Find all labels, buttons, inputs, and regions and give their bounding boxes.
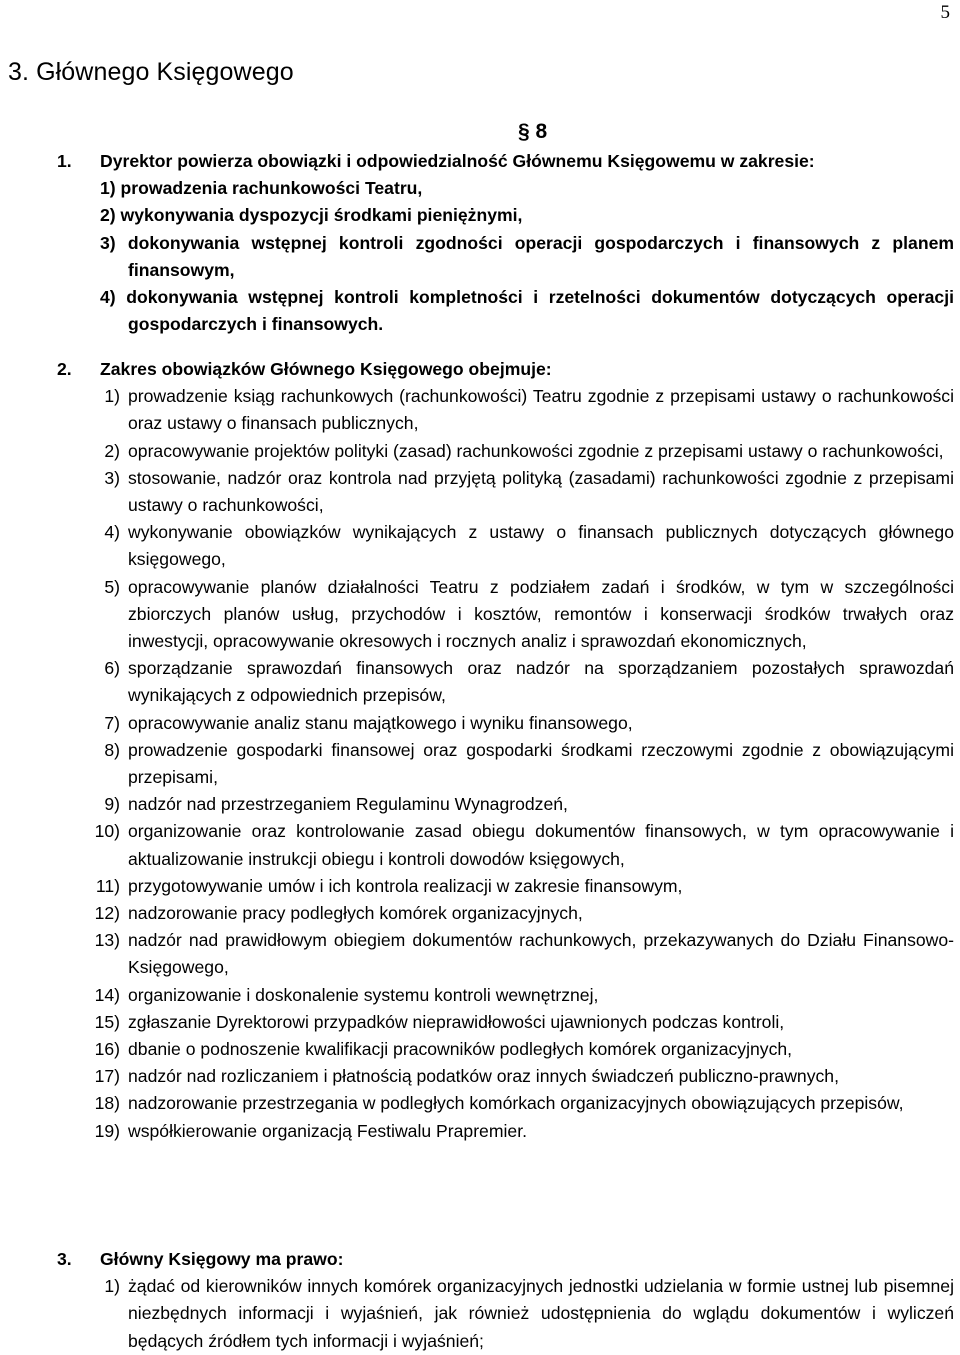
item-text: zgłaszanie Dyrektorowi przypadków nieprawidłowości ujawnionych podczas kontroli, <box>128 1011 785 1032</box>
item-number: 2) <box>100 205 121 226</box>
item-text: dbanie o podnoszenie kwalifikacji pracowników podległych komórek organizacyjnych, <box>128 1039 793 1060</box>
item-number: 15) <box>94 1011 120 1032</box>
item-text: opracowywanie planów działalności Teatru z podziałem zadań i środków, w tym w szczególności zbiorczych planów usług, przychodów i kosztów, remontów i konserwacji środków trwałych oraz inwestycji, opracowywanie okresowych i rocznych analiz i sprawozdań ekonomicznych, <box>128 576 954 652</box>
list-item <box>0 284 960 338</box>
section-1 <box>0 148 960 338</box>
item-number: 5) <box>104 576 120 597</box>
item-number: 4) <box>100 287 127 308</box>
list-item <box>0 818 960 872</box>
section-heading <box>0 356 960 383</box>
item-number: 16) <box>94 1039 120 1060</box>
list-item <box>0 230 960 284</box>
section-heading-text: Dyrektor powierza obowiązki i odpowiedzialność Głównemu Księgowemu w zakresie: <box>100 151 815 171</box>
item-text: prowadzenie gospodarki finansowej oraz gospodarki środkami rzeczowymi zgodnie z obowiązującymi przepisami, <box>128 739 954 788</box>
item-number: 3) <box>100 232 128 253</box>
list-item <box>0 791 960 818</box>
item-number: 1) <box>104 1276 120 1297</box>
item-number: 18) <box>94 1093 120 1114</box>
item-number: 10) <box>94 821 120 842</box>
item-number: 9) <box>104 794 120 815</box>
item-number: 7) <box>104 712 120 733</box>
list-item <box>0 438 960 465</box>
item-text: stosowanie, nadzór oraz kontrola nad przyjętą polityką (zasadami) rachunkowości zgodnie z przepisami ustawy o rachunkowości, <box>128 467 954 516</box>
paragraph-sign: § 8 <box>518 120 548 143</box>
item-text: nadzór nad prawidłowym obiegiem dokumentów rachunkowych, przekazywanych do Działu Finansowo-Księgowego, <box>128 930 954 978</box>
section-title: 3. Głównego Księgowego <box>8 58 294 86</box>
item-text: opracowywanie analiz stanu majątkowego i wyniku finansowego, <box>128 712 633 733</box>
item-text: żądać od kierowników innych komórek organizacyjnych jednostki udzielania w formie ustnej lub pisemnej niezbędnych informacji i wyjaśnień, jak również udostępnienia do wglądu dokumentów i wyliczeń będących źródłem tych informacji i wyjaśnień; <box>128 1276 954 1351</box>
item-text: dokonywania wstępnej kontroli zgodności operacji gospodarczych i finansowych z planem finansowym, <box>127 232 954 280</box>
list-item <box>0 465 960 519</box>
list-item <box>0 1118 960 1145</box>
item-text: przygotowywanie umów i ich kontrola realizacji w zakresie finansowym, <box>128 875 683 896</box>
item-text: nadzorowanie przestrzegania w podległych komórkach organizacyjnych obowiązujących przepisów, <box>128 1093 904 1114</box>
item-number: 17) <box>94 1066 120 1087</box>
list-item <box>0 519 960 573</box>
item-number: 3) <box>104 467 120 488</box>
list-item <box>0 1090 960 1117</box>
item-number: 1) <box>104 386 120 407</box>
item-number: 8) <box>104 739 120 760</box>
item-number: 14) <box>94 984 120 1005</box>
list-item <box>0 927 960 981</box>
item-number: 4) <box>104 522 120 543</box>
item-text: sporządzanie sprawozdań finansowych oraz nadzór na sporządzaniem pozostałych sprawozdań wynikających z odpowiednich przepisów, <box>128 658 954 706</box>
item-text: wykonywanie obowiązków wynikających z ustawy o finansach publicznych dotyczących głównego księgowego, <box>128 522 954 570</box>
section-number: 1. <box>57 151 72 171</box>
list-item <box>0 383 960 437</box>
list-item <box>0 873 960 900</box>
item-number: 13) <box>94 930 120 951</box>
item-text: wykonywania dyspozycji środkami pieniężnymi, <box>120 205 523 226</box>
item-text: dokonywania wstępnej kontroli kompletności i rzetelności dokumentów dotyczących operacji gospodarczych i finansowych. <box>126 287 954 335</box>
item-text: prowadzenia rachunkowości Teatru, <box>120 178 423 199</box>
list-item <box>0 1273 960 1355</box>
item-text: nadzorowanie pracy podległych komórek organizacyjnych, <box>128 903 583 924</box>
list-item <box>0 1063 960 1090</box>
list-item <box>0 737 960 791</box>
item-text: nadzór nad przestrzeganiem Regulaminu Wynagrodzeń, <box>128 794 568 815</box>
item-number: 1) <box>100 178 121 199</box>
item-number: 19) <box>94 1120 120 1141</box>
item-text: współkierowanie organizacją Festiwalu Prapremier. <box>128 1120 527 1141</box>
section-2 <box>0 356 960 1145</box>
list-item <box>0 574 960 656</box>
list-item <box>0 1036 960 1063</box>
section-number: 3. <box>57 1249 72 1269</box>
list-item <box>0 202 960 229</box>
item-text: prowadzenie ksiąg rachunkowych (rachunkowości) Teatru zgodnie z przepisami ustawy o rachunkowości oraz ustawy o finansach publicznych, <box>128 386 954 434</box>
section-3 <box>0 1246 960 1355</box>
item-number: 2) <box>104 440 120 461</box>
item-number: 12) <box>94 903 120 924</box>
item-text: opracowywanie projektów polityki (zasad) rachunkowości zgodnie z przepisami ustawy o rachunkowości, <box>128 440 944 461</box>
list-item <box>0 1009 960 1036</box>
section-heading-text: Główny Księgowy ma prawo: <box>100 1249 344 1269</box>
section-heading <box>0 148 960 175</box>
list-item <box>0 982 960 1009</box>
list-item <box>0 900 960 927</box>
item-text: nadzór nad rozliczaniem i płatnością podatków oraz innych świadczeń publiczno-prawnych, <box>128 1066 839 1087</box>
section-number: 2. <box>57 359 72 379</box>
list-item <box>0 175 960 202</box>
item-text: organizowanie i doskonalenie systemu kontroli wewnętrznej, <box>128 984 599 1005</box>
page-number: 5 <box>940 2 950 23</box>
item-text: organizowanie oraz kontrolowanie zasad obiegu dokumentów finansowych, w tym opracowywanie i aktualizowanie instrukcji obiegu i kontroli dowodów księgowych, <box>128 821 954 869</box>
item-number: 6) <box>104 658 120 679</box>
section-heading-text: Zakres obowiązków Głównego Księgowego obejmuje: <box>100 359 552 379</box>
section-heading <box>0 1246 960 1273</box>
item-number: 11) <box>95 875 120 896</box>
list-item <box>0 655 960 709</box>
list-item <box>0 710 960 737</box>
